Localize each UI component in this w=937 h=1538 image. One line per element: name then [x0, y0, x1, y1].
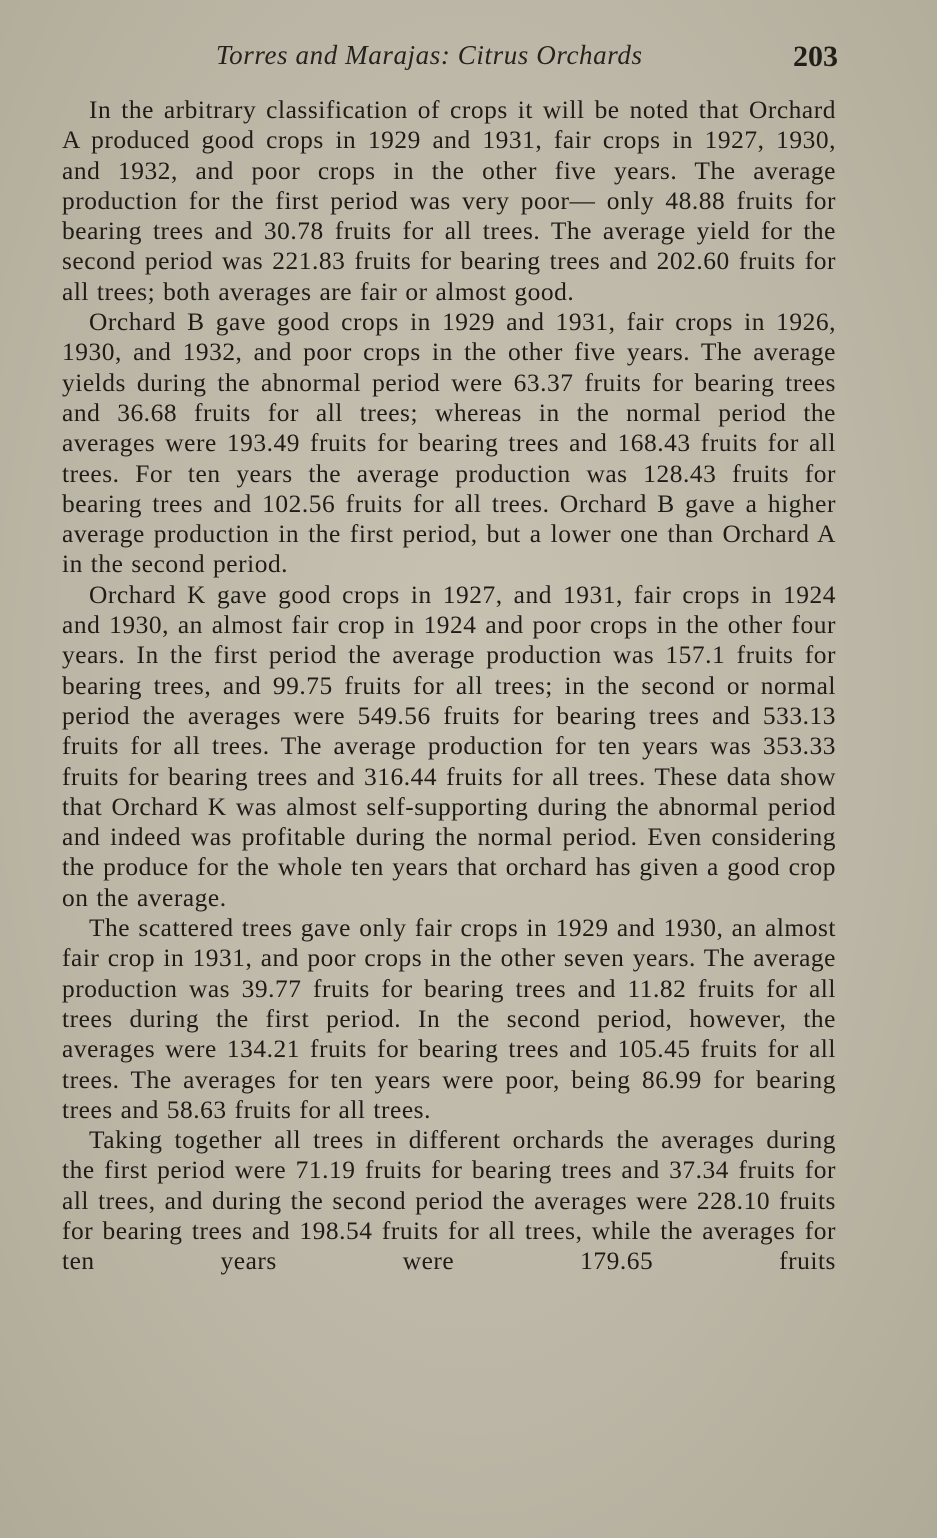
paragraph-orchard-k: Orchard K gave good crops in 1927, and 1931, fair crops in 1924 and 1930, an almost fair crop in 1924 and poor crops in the other four years. In the first period the average production was 157.1 fruits for bearing trees, and 99.75 fruits for all trees; in the second or normal period the averages were 549.56 fruits for bearing trees and 533.13 fruits for all trees. The average production for ten years was 353.33 fruits for bearing trees and 316.44 fruits for all trees. These data show that Orchard K was almost self-supporting during the abnormal period and indeed was profitable during the normal period. Even considering the produce for the whole ten years that orchard has given a good crop on the average.	[62, 580, 836, 912]
running-head	[0, 36, 937, 76]
page-number: 203	[793, 40, 838, 73]
running-title: Torres and Marajas: Citrus Orchards	[216, 40, 643, 70]
body-text	[62, 95, 836, 1277]
paragraph-orchard-a: In the arbitrary classification of crops it will be noted that Orchard A produced good crops in 1929 and 1931, fair crops in 1927, 1930, and 1932, and poor crops in the other five years. The average production for the first period was very poor— only 48.88 fruits for bearing trees and 30.78 fruits for all trees. The average yield for the second period was 221.83 fruits for bearing trees and 202.60 fruits for all trees; both averages are fair or almost good.	[62, 96, 836, 306]
paragraph-scattered-trees: The scattered trees gave only fair crops in 1929 and 1930, an almost fair crop in 1931, and poor crops in the other seven years. The average production was 39.77 fruits for bearing trees and 11.82 fruits for all trees during the first period. In the second period, however, the averages were 134.21 fruits for bearing trees and 105.45 fruits for all trees. The averages for ten years were poor, being 86.99 for bearing trees and 58.63 fruits for all trees.	[62, 914, 836, 1124]
paragraph-all-trees: Taking together all trees in different orchards the averages during the first period were 71.19 fruits for bearing trees and 37.34 fruits for all trees, and during the second period the averages were 228.10 fruits for bearing trees and 198.54 fruits for all trees, while the averages for ten years were 179.65 fruits	[62, 1126, 836, 1276]
paragraph-orchard-b: Orchard B gave good crops in 1929 and 1931, fair crops in 1926, 1930, and 1932, and poor crops in the other five years. The average yields during the abnormal period were 63.37 fruits for bearing trees and 36.68 fruits for all trees; whereas in the normal period the averages were 193.49 fruits for bearing trees and 168.43 fruits for all trees. For ten years the average production was 128.43 fruits for bearing trees and 102.56 fruits for all trees. Orchard B gave a higher average production in the first period, but a lower one than Orchard A in the second period.	[62, 308, 836, 579]
